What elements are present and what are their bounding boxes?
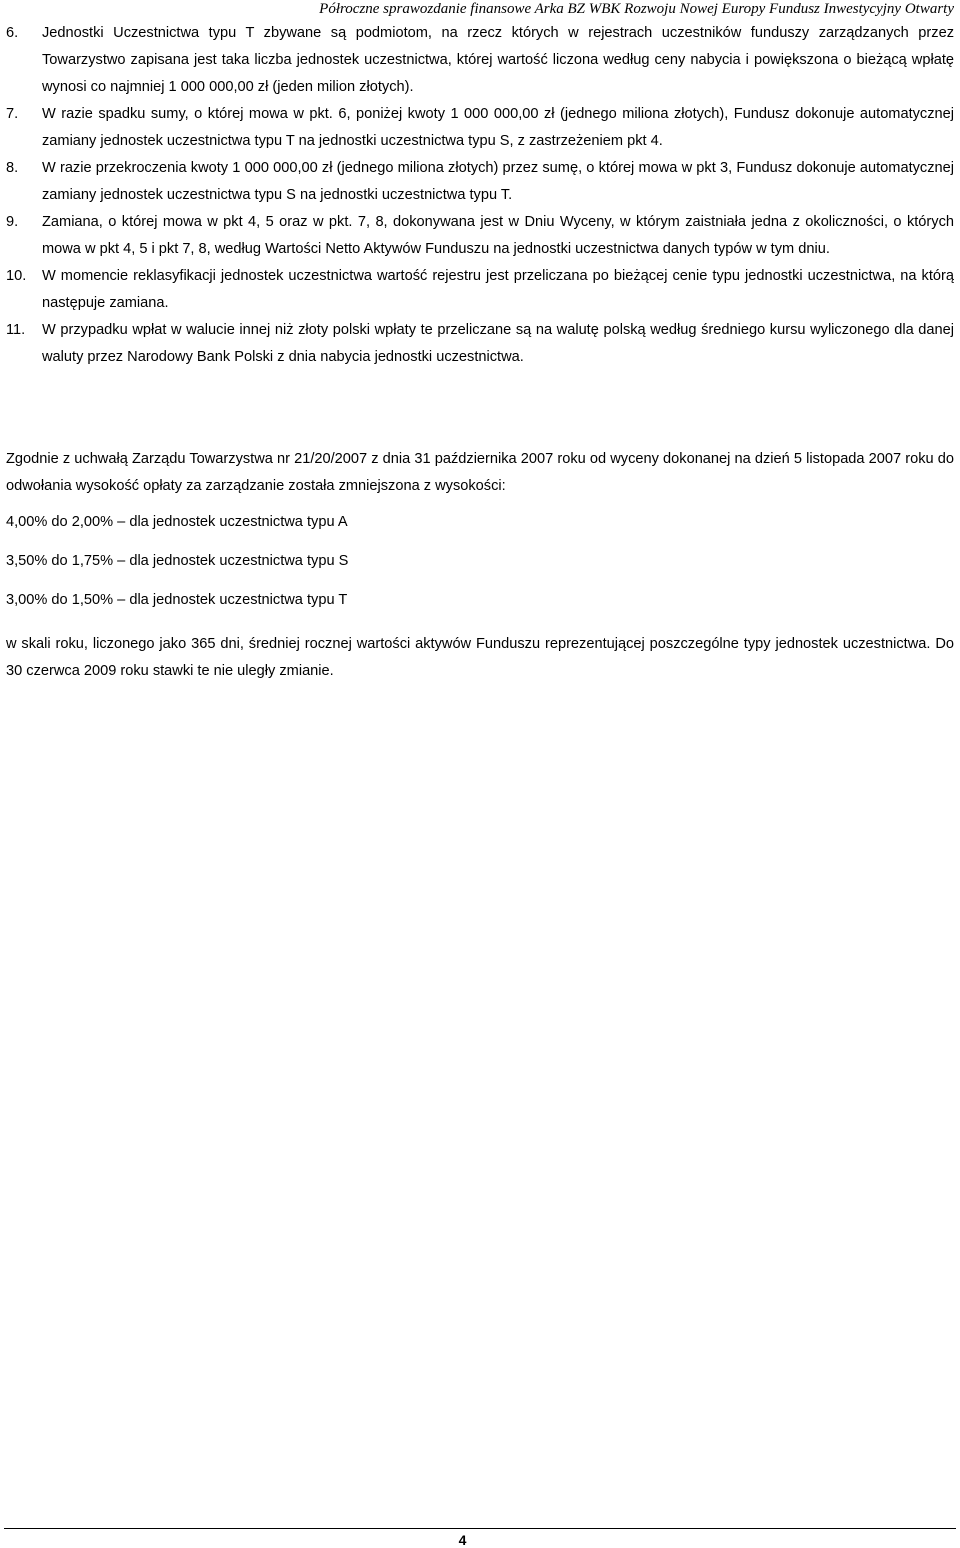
item-text: W przypadku wpłat w walucie innej niż złoty polski wpłaty te przeliczane są na walutę polską według średniego kursu wyliczonego dla danej waluty przez Narodowy Bank Polski z dnia nabycia jednostki uczestnictwa.: [42, 322, 954, 365]
item-text: W momencie reklasyfikacji jednostek uczestnictwa wartość rejestru jest przeliczana po bieżącej cenie typu jednostki uczestnictwa, na którą następuje zamiana.: [42, 268, 954, 311]
list-item: [6, 209, 954, 263]
resolution-intro-paragraph: Zgodnie z uchwałą Zarządu Towarzystwa nr 21/20/2007 z dnia 31 października 2007 roku od wyceny dokonanej na dzień 5 listopada 2007 roku do odwołania wysokość opłaty za zarządzanie została zmniejszona z wysokości:: [6, 451, 954, 494]
list-item: [6, 101, 954, 155]
resolution-closing-paragraph: w skali roku, liczonego jako 365 dni, średniej rocznej wartości aktywów Funduszu reprezentującej poszczególne typy jednostek uczestnictwa. Do 30 czerwca 2009 roku stawki te nie uległy zmianie.: [6, 636, 954, 679]
item-number: 11.: [6, 322, 26, 338]
item-number: 9.: [6, 214, 19, 230]
fee-rate-type-s: 3,50% do 1,75% – dla jednostek uczestnictwa typu S: [6, 553, 349, 569]
item-number: 7.: [6, 106, 19, 122]
item-text: Jednostki Uczestnictwa typu T zbywane są podmiotom, na rzecz których w rejestrach uczestników funduszy zarządzanych przez Towarzystwo zapisana jest taka liczba jednostek uczestnictwa, której wartość liczona według ceny nabycia i powiększona o bieżącą wpłatę wynosi co najmniej 1 000 000,00 zł (jeden milion złotych).: [42, 25, 954, 95]
footer-divider: [4, 1528, 956, 1529]
list-item: [6, 263, 954, 317]
list-item: [6, 155, 954, 209]
page-number: 4: [458, 1532, 467, 1548]
list-item: [6, 317, 954, 371]
item-number: 10.: [6, 268, 27, 284]
item-text: W razie przekroczenia kwoty 1 000 000,00 zł (jednego miliona złotych) przez sumę, o której mowa w pkt 3, Fundusz dokonuje automatycznej zamiany jednostek uczestnictwa typu S na jednostki uczestnictwa typu T.: [42, 160, 954, 203]
item-number: 8.: [6, 160, 19, 176]
running-header: Półroczne sprawozdanie finansowe Arka BZ WBK Rozwoju Nowej Europy Fundusz Inwestycyjny Otwarty: [319, 1, 954, 17]
item-text: W razie spadku sumy, o której mowa w pkt. 6, poniżej kwoty 1 000 000,00 zł (jednego miliona złotych), Fundusz dokonuje automatycznej zamiany jednostek uczestnictwa typu T na jednostki uczestnictwa typu S, z zastrzeżeniem pkt 4.: [42, 106, 954, 149]
item-number: 6.: [6, 25, 19, 41]
item-text: Zamiana, o której mowa w pkt 4, 5 oraz w pkt. 7, 8, dokonywana jest w Dniu Wyceny, w którym zaistniała jedna z okoliczności, o których mowa w pkt 4, 5 i pkt 7, 8, według Wartości Netto Aktywów Funduszu na jednostki uczestnictwa danych typów w tym dniu.: [42, 214, 954, 257]
fee-rate-type-a: 4,00% do 2,00% – dla jednostek uczestnictwa typu A: [6, 514, 348, 530]
numbered-list: [6, 20, 954, 371]
list-item: [6, 20, 954, 101]
fee-rate-type-t: 3,00% do 1,50% – dla jednostek uczestnictwa typu T: [6, 592, 348, 608]
